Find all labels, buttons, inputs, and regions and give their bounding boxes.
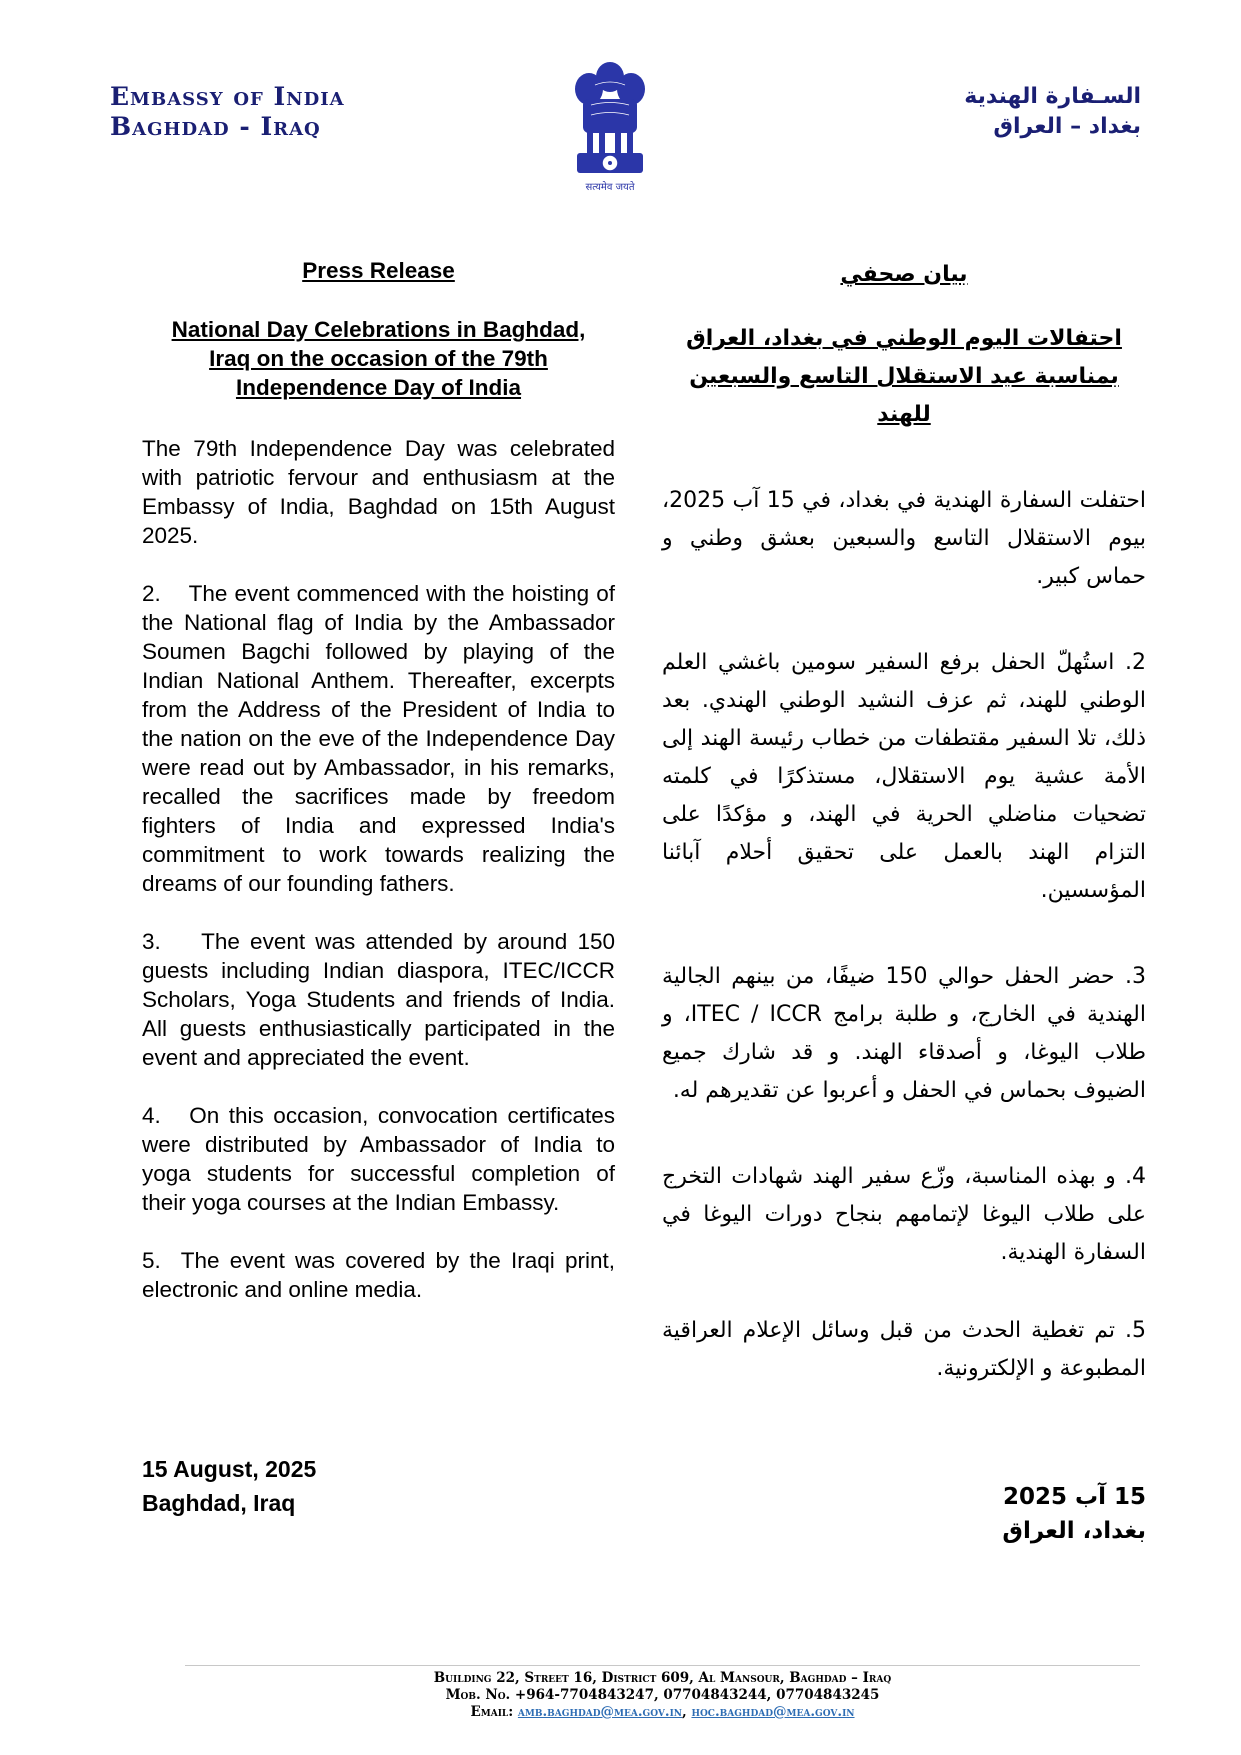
footer-email-line xyxy=(185,1704,1140,1721)
letterhead-arabic xyxy=(964,82,1141,142)
release-place: Baghdad, Iraq xyxy=(142,1490,296,1516)
embassy-location-arabic: بغداد – العراق xyxy=(993,114,1141,139)
email-link-ambassador[interactable]: amb.baghdad@mea.gov.in xyxy=(517,1704,683,1720)
arabic-column xyxy=(662,256,1146,1388)
release-date-arabic: 15 آب 2025 xyxy=(1002,1484,1146,1510)
press-release-heading: Press Release xyxy=(302,258,455,283)
english-paragraph-1: The 79th Independence Day was celebrated with patriotic fervour and enthusiasm at the Embassy of India, Baghdad on 15th August 2025. xyxy=(142,436,615,548)
email-separator: , xyxy=(682,1704,692,1720)
arabic-paragraph-3: 3. حضر الحفل حوالي 150 ضيفًا، من بينهم الجالية الهندية في الخارج، و طلبة برامج ITEC / ICCR، و طلاب اليوغا، و أصدقاء الهند. و قد شارك جميع الضيوف بحماس في الحفل و أعربوا عن تقديرهم له. xyxy=(662,964,1146,1103)
english-paragraph-2: 2. The event commenced with the hoisting of the National flag of India by the Ambassador Soumen Bagchi followed by playing of the Indian National Anthem. Thereafter, excerpts from the Address of the President of India to the nation on the eve of the Independence Day were read out by Ambassador, in his remarks, recalled the sacrifices made by freedom fighters of India and expressed India's commitment to work towards realizing the dreams of our founding fathers. xyxy=(142,581,622,896)
english-dateline xyxy=(142,1452,316,1520)
english-column xyxy=(142,256,622,1304)
english-paragraph-3: 3. The event was attended by around 150 guests including Indian diaspora, ITEC/ICCR Scholars, Yoga Students and friends of India. All guests enthusiastically participated in the event and appreciated the event. xyxy=(142,929,622,1070)
email-label: Email: xyxy=(470,1704,514,1720)
arabic-paragraph-4: 4. و بهذه المناسبة، وزّع سفير الهند شهادات التخرج على طلاب اليوغا لإتمامهم بنجاح دورات اليوغا في السفارة الهندية. xyxy=(662,1164,1146,1265)
press-release-heading-arabic: بيان صحفي xyxy=(840,262,968,287)
english-paragraph-4: 4. On this occasion, convocation certificates were distributed by Ambassador of India to yoga students for successful completion of their yoga courses at the Indian Embassy. xyxy=(142,1103,622,1215)
embassy-location: Baghdad - Iraq xyxy=(110,112,321,141)
email-link-hoc[interactable]: hoc.baghdad@mea.gov.in xyxy=(691,1704,855,1720)
arabic-paragraph-2: 2. استُهلّ الحفل برفع السفير سومين باغشي العلم الوطني للهند، ثم عزف النشيد الوطني الهندي. بعد ذلك، تلا السفير مقتطفات من خطاب رئيسة الهند إلى الأمة عشية يوم الاستقلال، مستذكرًا في كلمته تضحيات مناضلي الحرية في الهند، و مؤكدًا على التزام الهند بالعمل على تحقيق أحلام آبائنا المؤسسين. xyxy=(662,650,1146,903)
arabic-paragraph-1: احتفلت السفارة الهندية في بغداد، في 15 آب 2025، بيوم الاستقلال التاسع والسبعين بعشق وطني و حماس كبير. xyxy=(662,488,1147,589)
english-paragraph-5: 5. The event was covered by the Iraqi print, electronic and online media. xyxy=(142,1248,622,1302)
arabic-dateline xyxy=(1002,1480,1146,1548)
footer-phone: Mob. No. +964-7704843247, 07704843244, 07704843245 xyxy=(445,1687,880,1703)
arabic-paragraph-5: 5. تم تغطية الحدث من قبل وسائل الإعلام العراقية المطبوعة و الإلكترونية. xyxy=(662,1318,1146,1381)
footer-address: Building 22, Street 16, District 609, Al Mansour, Baghdad – Iraq xyxy=(433,1670,892,1686)
release-place-arabic: بغداد، العراق xyxy=(1002,1518,1146,1544)
embassy-name-arabic: السـفارة الهندية xyxy=(964,84,1141,109)
footer xyxy=(185,1670,1140,1721)
press-release-title-arabic: احتفالات اليوم الوطني في بغداد، العراق بمناسبة عيد الاستقلال التاسع والسبعين للهند xyxy=(686,326,1122,427)
svg-text:सत्यमेव जयते: सत्यमेव जयते xyxy=(585,182,635,193)
press-release-title: National Day Celebrations in Baghdad, Iraq on the occasion of the 79th Independence Day of India xyxy=(171,317,586,400)
letterhead-english xyxy=(110,82,345,142)
release-date: 15 August, 2025 xyxy=(142,1456,317,1482)
embassy-name: Embassy of India xyxy=(110,82,345,111)
national-emblem-icon xyxy=(565,55,655,195)
footer-divider xyxy=(185,1665,1140,1666)
